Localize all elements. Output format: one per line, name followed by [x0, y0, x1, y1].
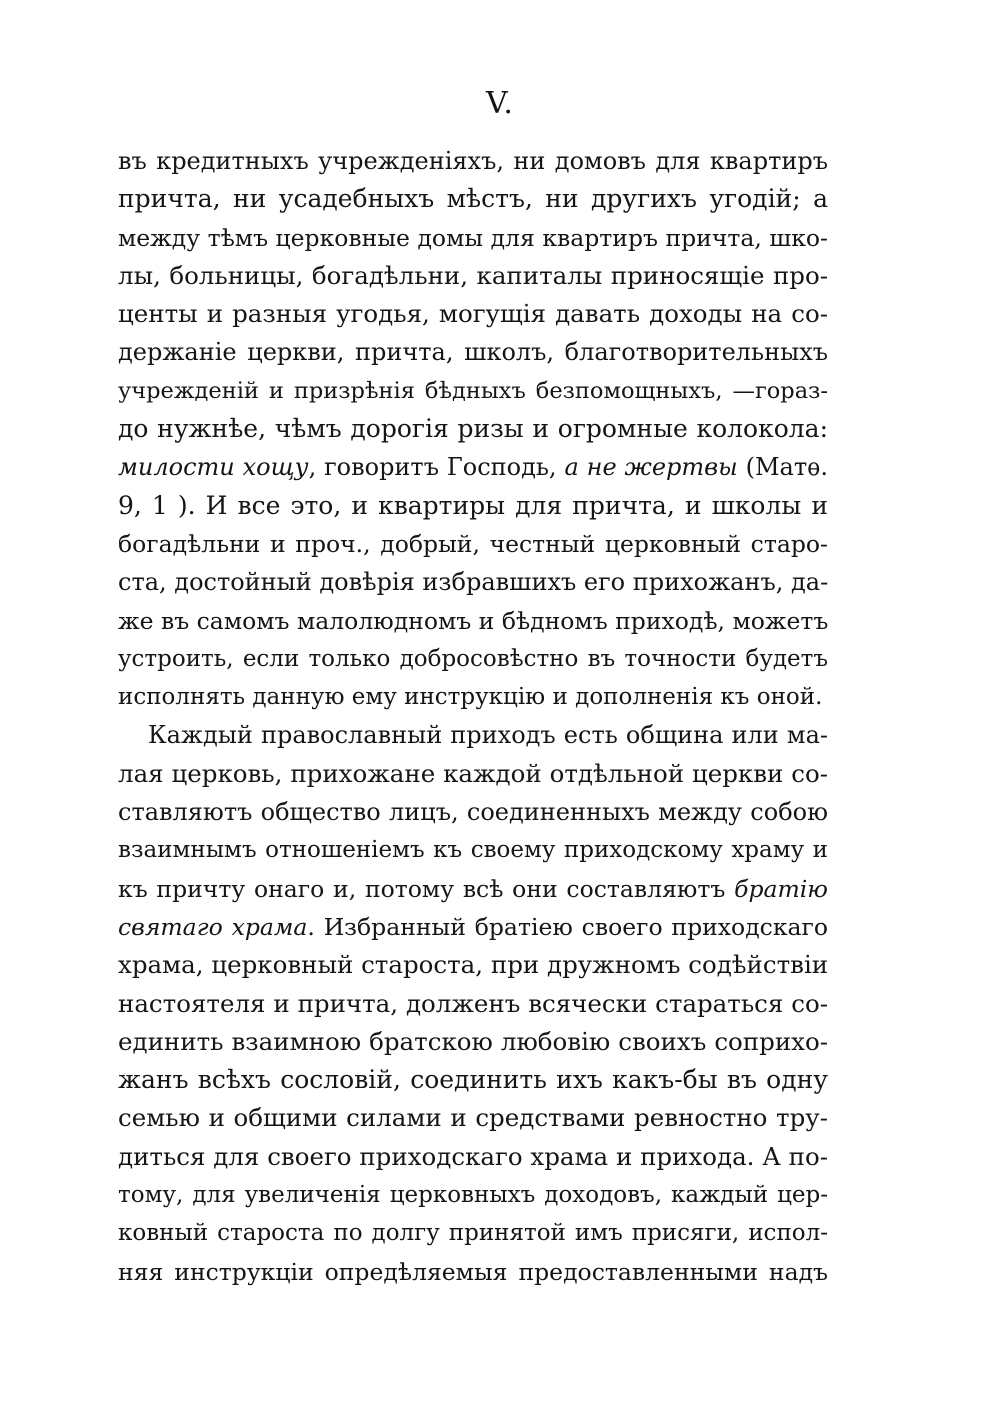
text-line: учрежденій и призрѣнія бѣдныхъ безпомощныхъ, —горaз- — [118, 377, 828, 404]
italic-term: братію — [734, 874, 828, 903]
text-line: между тѣмъ церковные домы для квартиръ причта, шко- — [118, 223, 828, 252]
italic-term: святаго храма — [118, 912, 308, 941]
italic-quote: а не жертвы — [564, 453, 738, 482]
text-line: взаимнымъ отношеніемъ къ своему приходскому храму и — [118, 837, 828, 864]
text-line: до нужнѣе, чѣмъ дорогія ризы и огромные колокола: — [118, 414, 828, 444]
text-line — [118, 448, 828, 486]
text-line: единить взаимною братскою любовію своихъ соприхо- — [118, 1026, 828, 1056]
text-line: устроить, если только добросовѣстно въ точности будетъ — [118, 645, 828, 672]
text-line: жанъ всѣхъ сословій, соединить ихъ какъ-бы въ одну — [118, 1065, 828, 1095]
text-line: ста, достойный довѣрія избравшихъ его прихожанъ, да- — [118, 568, 828, 597]
page-number: V. — [486, 86, 514, 121]
text-line: диться для своего приходскаго храма и прихода. А по- — [118, 1141, 828, 1171]
text-line: няя инструкціи опредѣляемыя предоставленными надъ — [118, 1257, 828, 1286]
text-line: тому, для увеличенія церковныхъ доходовъ, каждый цер- — [118, 1182, 828, 1209]
text-segment: , говоритъ Господь, — [308, 453, 565, 482]
text-line: исполнять данную ему инструкцію и дополненія къ оной. — [118, 684, 823, 711]
text-line: держаніе церкви, причта, школъ, благотворительныхъ — [118, 338, 828, 367]
text-line — [118, 908, 828, 946]
text-line: семью и общими силами и средствами ревностно тру- — [118, 1103, 828, 1133]
text-line: лы, больницы, богадѣльни, капиталы приносящіе про- — [118, 260, 828, 290]
text-line: центы и разныя угодья, могущія давать доходы на со- — [118, 299, 828, 329]
text-line: ковный староста по долгу принятой имъ присяги, испол- — [118, 1220, 828, 1247]
text-line: настоятеля и причта, долженъ всячески стараться со- — [118, 988, 828, 1018]
text-line: же въ самомъ малолюдномъ и бѣдномъ приходѣ, можетъ — [118, 606, 828, 635]
text-line: въ кредитныхъ учрежденіяхъ, ни домовъ для квартиръ — [118, 147, 828, 175]
text-segment: (Матѳ. — [737, 453, 828, 482]
text-segment: . Избранный братіею своего приходскаго — [307, 912, 828, 941]
text-line: лая церковь, прихожане каждой отдѣльной церкви со- — [118, 758, 828, 788]
text-line: причта, ни усадебныхъ мѣстъ, ни другихъ угодій; а — [118, 184, 828, 214]
paragraph-1 — [118, 142, 828, 716]
paragraph-2 — [118, 716, 828, 1290]
text-line: 9, 1 ). И все это, и квартиры для причта, и школы и — [118, 490, 828, 520]
text-line: Каждый православный приходъ есть община или ма- — [148, 721, 828, 750]
text-line: богадѣльни и проч., добрый, честный церковный старо- — [118, 529, 828, 558]
body-text — [118, 142, 828, 1291]
text-segment: къ причту онаго и, потому всѣ они составляютъ — [118, 874, 735, 903]
text-line: ставляютъ общество лицъ, соединенныхъ между собою — [118, 798, 828, 827]
text-line: храма, церковный староста, при дружномъ содѣйствіи — [118, 950, 828, 980]
text-line — [118, 870, 828, 908]
italic-quote: милости хощу — [118, 453, 309, 482]
